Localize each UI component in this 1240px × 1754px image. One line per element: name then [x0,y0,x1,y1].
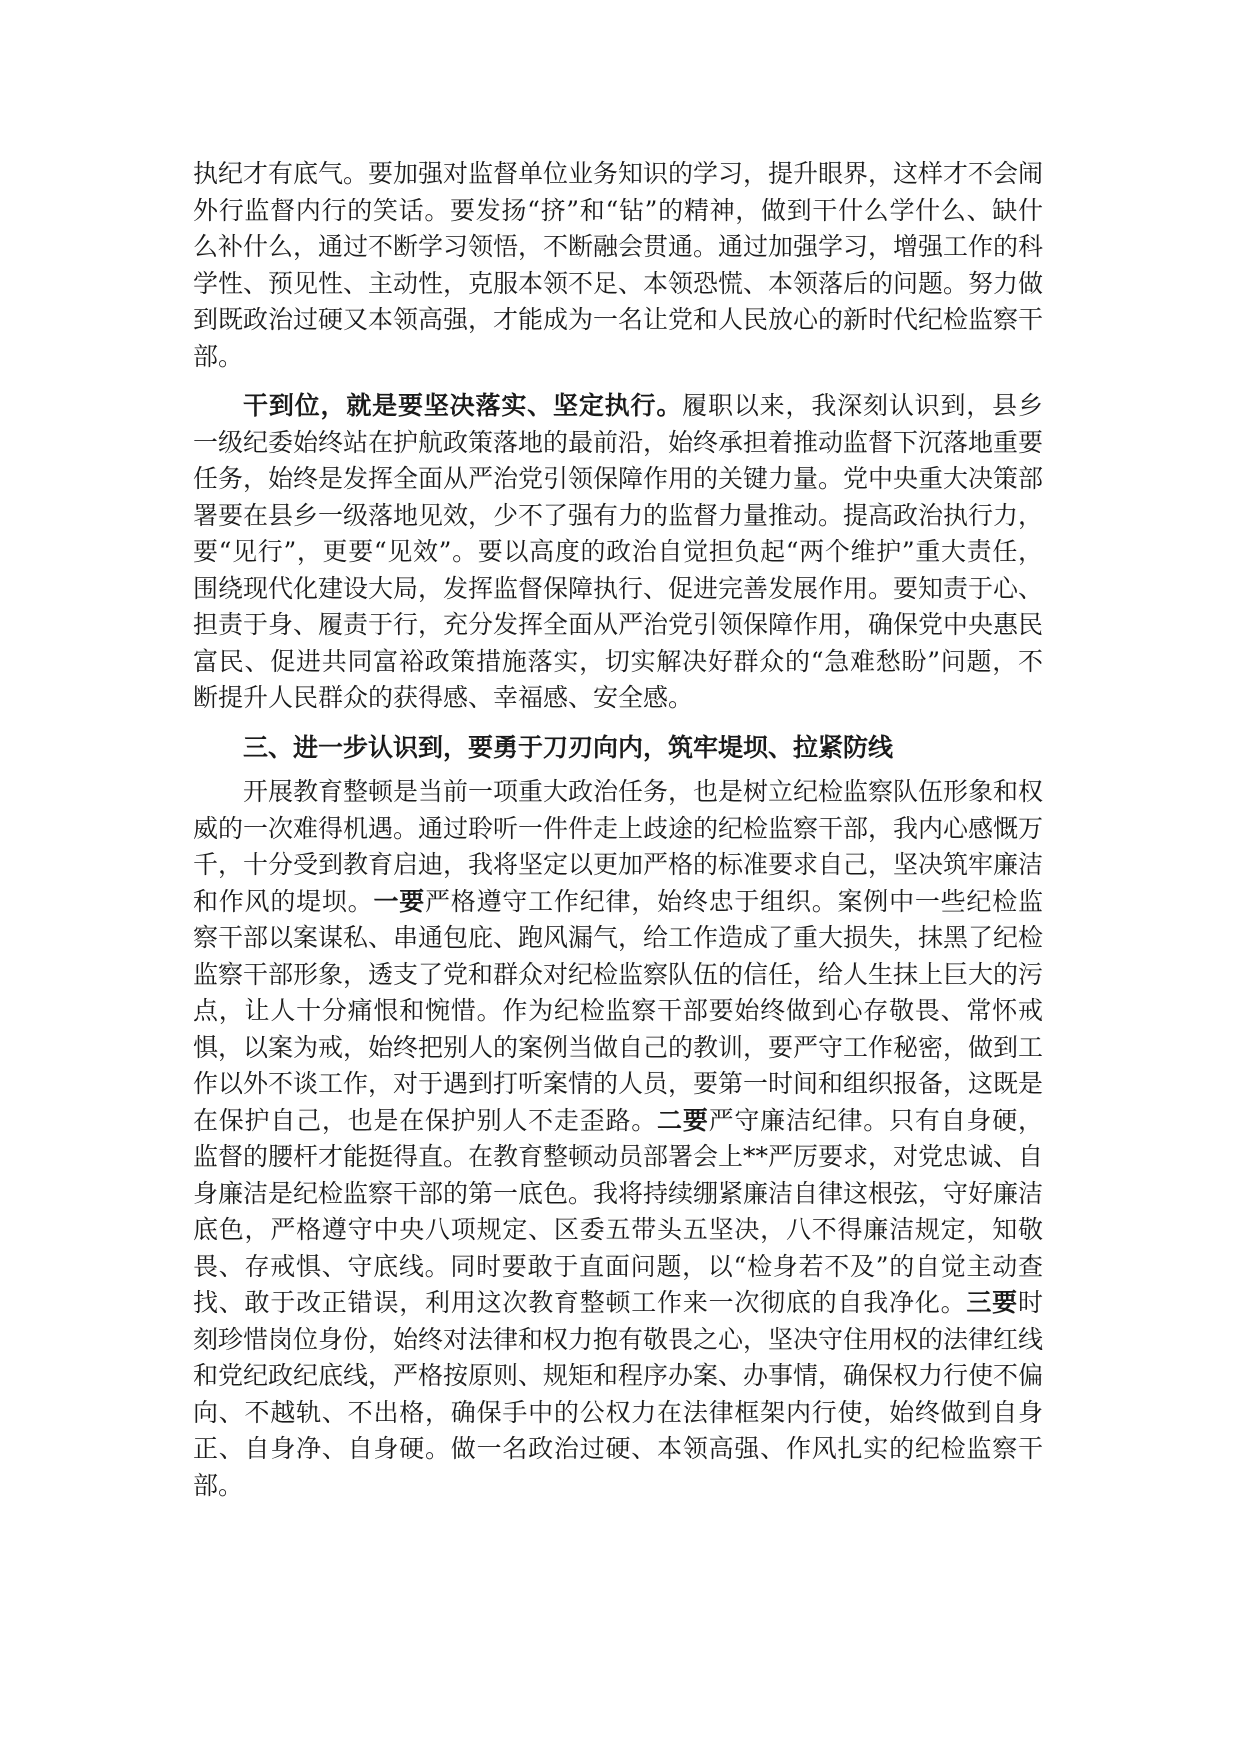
paragraph-3-point-3: 时刻珍惜岗位身份，始终对法律和权力抱有敬畏之心，坚决守住用权的法律红线和党纪政纪底线，严格按原则、规矩和程序办案、办事情，确保权力行使不偏向、不越轨、不出格，确保手中的公权力在法律框架内行使，始终做到自身正、自身净、自身硬。做一名政治过硬、本领高强、作风扎实的纪检监察干部。 [193,1288,1044,1500]
document-body [193,156,1043,1517]
paragraph-3-keyword-1: 一要 [373,886,426,916]
paragraph-1 [193,156,1043,375]
paragraph-3 [193,774,1043,1504]
paragraph-2 [193,388,1043,717]
paragraph-1-text: 执纪才有底气。要加强对监督单位业务知识的学习，提升眼界，这样才不会闹外行监督内行的笑话。要发扬“挤”和“钻”的精神，做到干什么学什么、缺什么补什么，通过不断学习领悟，不断融会贯通。通过加强学习，增强工作的科学性、预见性、主动性，克服本领不足、本领恐慌、本领落后的问题。努力做到既政治过硬又本领高强，才能成为一名让党和人民放心的新时代纪检监察干部。 [193,159,1044,371]
paragraph-3-keyword-3: 三要 [966,1288,1018,1317]
section-heading-3: 三、进一步认识到，要勇于刀刃向内，筑牢堤坝、拉紧防线 [243,732,894,762]
paragraph-3-point-2: 严守廉洁纪律。只有自身硬，监督的腰杆才能挺得直。在教育整顿动员部署会上**严厉要求，对党忠诚、自身廉洁是纪检监察干部的第一底色。我将持续绷紧廉洁自律这根弦，守好廉洁底色，严格遵守中央八项规定、区委五带头五坚决，八不得廉洁规定，知敬畏、存戒惧、守底线。同时要敢于直面问题，以“检身若不及”的自觉主动查找、敢于改正错误，利用这次教育整顿工作来一次彻底的自我净化。 [193,1105,1044,1317]
paragraph-3-intro: 开展教育整顿是当前一项重大政治任务，也是树立纪检监察队伍形象和权威的一次难得机遇。通过聆听一件件走上歧途的纪检监察干部，我内心感慨万千，十分受到教育启迪，我将坚定以更加严格的标准要求自己，坚决筑牢廉洁和作风的堤坝。 [193,777,1044,916]
paragraph-3-point-1: 严格遵守工作纪律，始终忠于组织。案例中一些纪检监察干部以案谋私、串通包庇、跑风漏气，给工作造成了重大损失，抹黑了纪检监察干部形象，透支了党和群众对纪检监察队伍的信任，给人生抹上巨大的污点，让人十分痛恨和惋惜。作为纪检监察干部要始终做到心存敬畏、常怀戒惧，以案为戒，始终把别人的案例当做自己的教训，要严守工作秘密，做到工作以外不谈工作，对于遇到打听案情的人员，要第一时间和组织报备，这既是在保护自己，也是在保护别人不走歪路。 [193,886,1044,1135]
paragraph-3-keyword-2: 二要 [657,1105,709,1135]
paragraph-2-lead: 干到位，就是要坚决落实、坚定执行。 [243,391,683,420]
paragraph-2-text: 履职以来，我深刻认识到，县乡一级纪委始终站在护航政策落地的最前沿，始终承担着推动监督下沉落地重要任务，始终是发挥全面从严治党引领保障作用的关键力量。党中央重大决策部署要在县乡一级落地见效，少不了强有力的监督力量推动。提高政治执行力，要“见行”，更要“见效”。要以高度的政治自觉担负起“两个维护”重大责任，围绕现代化建设大局，发挥监督保障执行、促进完善发展作用。要知责于心、担责于身、履责于行，充分发挥全面从严治党引领保障作用，确保党中央惠民富民、促进共同富裕政策措施落实，切实解决好群众的“急难愁盼”问题，不断提升人民群众的获得感、幸福感、安全感。 [193,391,1044,712]
